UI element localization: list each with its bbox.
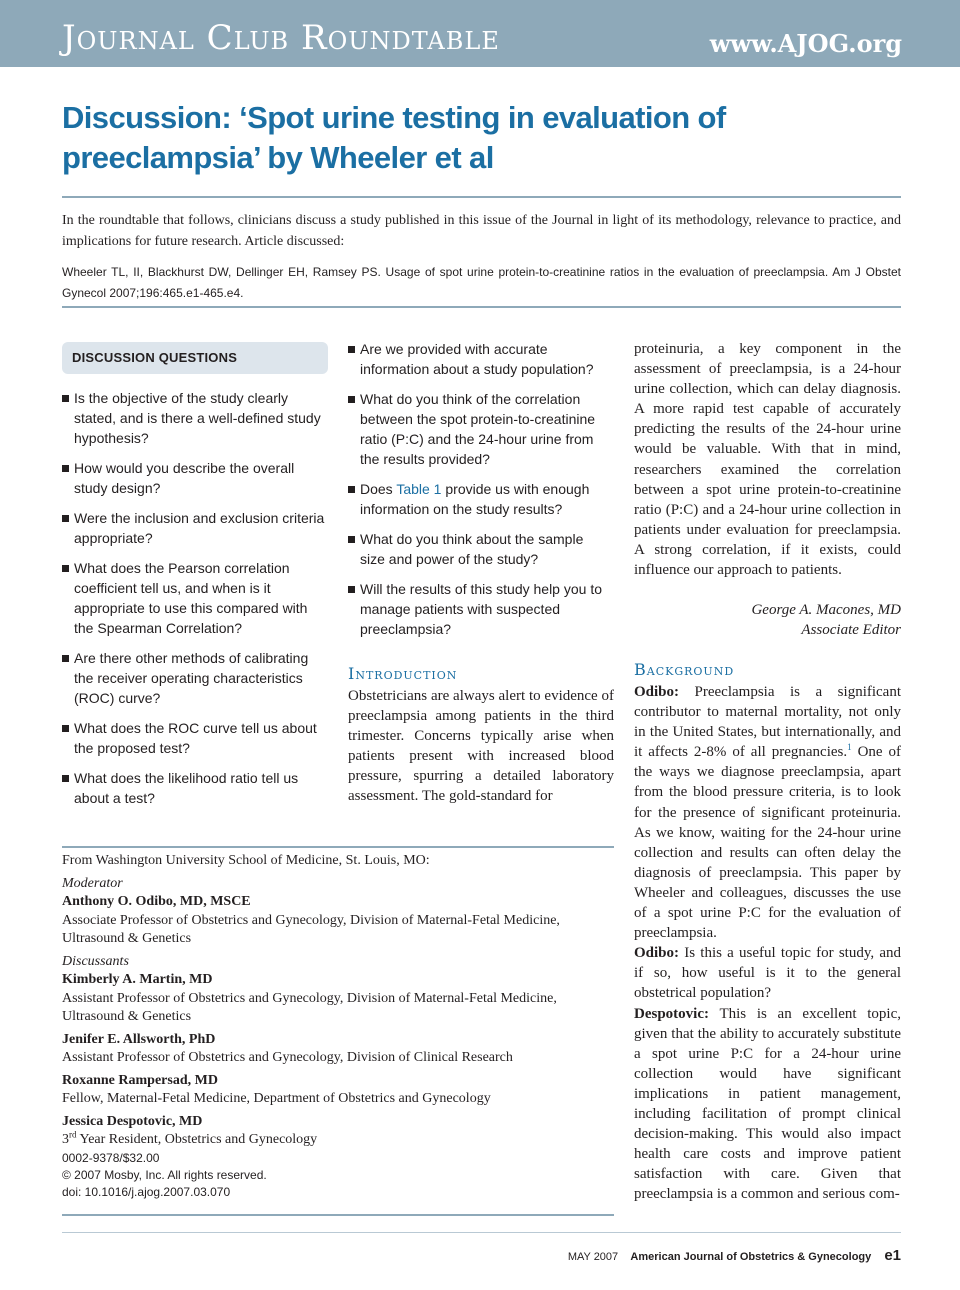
question-item: Are we provided with accurate information about a study population?	[348, 339, 606, 379]
question-item: What does the Pearson correlation coefficient tell us, and when is it appropriate to use this compared with the Spearman Correlation?	[62, 558, 326, 638]
journal-header-bar	[0, 0, 960, 67]
question-item: What do you think about the sample size and power of the study?	[348, 529, 606, 569]
introduction-continued-text: proteinuria, a key component in the assessment of preeclampsia, is a 24-hour urine collection, which can delay diagnosis. A more rapid test capable of accurately predicting the results of the 24-hour urine would be valuable. With that in mind, researchers examined the correlation between a spot urine protein-to-creatinine ratio (P:C) and a 24-hour urine collection in patients under evaluation for preeclampsia. A strong correlation, if it exists, could influence our approach to patients.	[634, 341, 901, 579]
title-divider	[62, 196, 901, 198]
page-number: e1	[884, 1247, 901, 1264]
question-item: Were the inclusion and exclusion criteria appropriate?	[62, 508, 326, 548]
discussion-questions-header	[62, 342, 328, 374]
question-item: Does Table 1 provide us with enough information on the study results?	[348, 479, 606, 519]
bullet-square-icon	[62, 465, 69, 472]
introduction-text: Obstetricians are always alert to evidence of preeclampsia among patients in the third trimester. Concerns typically arise when patients present with increased blood pressure, spurring a detailed laboratory assessment. The gold-standard for	[348, 688, 614, 805]
discussants-label: Discussants	[62, 953, 129, 969]
speaker-label: Odibo:	[634, 945, 680, 962]
doi: doi: 10.1016/j.ajog.2007.03.070	[62, 1184, 231, 1199]
affiliation-bottom-divider	[62, 1214, 614, 1216]
discussant-title: Fellow, Maternal-Fetal Medicine, Department of Obstetrics and Gynecology	[62, 1091, 491, 1106]
question-list-col2	[348, 339, 606, 649]
copyright: © 2007 Mosby, Inc. All rights reserved.	[62, 1167, 267, 1182]
intro-divider	[62, 306, 901, 308]
affiliation-divider	[62, 846, 614, 848]
institution: From Washington University School of Medicine, St. Louis, MO:	[62, 853, 430, 868]
discussant-name: Jenifer E. Allsworth, PhD	[62, 1031, 216, 1047]
bullet-square-icon	[348, 536, 355, 543]
question-item: Will the results of this study help you to manage patients with suspected preeclampsia?	[348, 579, 606, 639]
discussant-title: Assistant Professor of Obstetrics and Gynecology, Division of Maternal-Fetal Medicine, Ultrasound & Genetics	[62, 990, 557, 1024]
discussant-name: Kimberly A. Martin, MD	[62, 972, 213, 987]
introduction-heading: Introduction	[348, 664, 458, 683]
article-title: Discussion: ‘Spot urine testing in evaluation of preeclampsia’ by Wheeler et al	[62, 100, 726, 175]
editor-signature-role: Associate Editor	[801, 622, 901, 638]
discussant-title: Assistant Professor of Obstetrics and Gynecology, Division of Clinical Research	[62, 1050, 513, 1065]
bullet-square-icon	[348, 396, 355, 403]
reference-1-link[interactable]: 1	[847, 742, 852, 753]
question-item: Are there other methods of calibrating the receiver operating characteristics (ROC) curve?	[62, 648, 326, 708]
page-footer	[62, 1246, 901, 1266]
footer-divider	[62, 1232, 901, 1233]
background-heading: Background	[634, 660, 735, 679]
table-1-link[interactable]: Table 1	[396, 481, 442, 497]
bullet-square-icon	[62, 725, 69, 732]
footer-date: MAY 2007	[567, 1251, 619, 1263]
bullet-square-icon	[348, 586, 355, 593]
footer-journal: American Journal of Obstetrics & Gynecology	[630, 1251, 872, 1263]
editor-signature-name: George A. Macones, MD	[751, 602, 901, 618]
moderator-name: Anthony O. Odibo, MD, MSCE	[62, 894, 251, 909]
journal-url[interactable]: www.AJOG.org	[709, 29, 902, 58]
discussion-questions-heading: DISCUSSION QUESTIONS	[72, 350, 238, 365]
question-item: How would you describe the overall study design?	[62, 458, 326, 498]
bullet-square-icon	[62, 775, 69, 782]
journal-section-title: Journal Club Roundtable	[62, 18, 500, 58]
roundtable-intro: In the roundtable that follows, clinicians discuss a study published in this issue of the Journal in light of its methodology, relevance to practice, and implications for future research. Article discussed:	[62, 213, 901, 249]
moderator-label: Moderator	[62, 875, 123, 891]
question-item: What does the ROC curve tell us about the proposed test?	[62, 718, 326, 758]
article-citation: Wheeler TL, II, Blackhurst DW, Dellinger EH, Ramsey PS. Usage of spot urine protein-to-creatinine ratios in the evaluation of preeclampsia. Am J Obstet Gynecol 2007;196:465.e1-465.e4.	[62, 265, 901, 300]
question-item: What do you think of the correlation between the spot protein-to-creatinine ratio (P:C) and the 24-hour urine from the results provided?	[348, 389, 606, 469]
bullet-square-icon	[62, 395, 69, 402]
question-item: What does the likelihood ratio tell us about a test?	[62, 768, 326, 808]
discussant-title: 3rd Year Resident, Obstetrics and Gynecology	[62, 1129, 318, 1147]
bullet-square-icon	[62, 565, 69, 572]
bullet-square-icon	[62, 655, 69, 662]
question-item: Is the objective of the study clearly stated, and is there a well-defined study hypothesis?	[62, 388, 326, 448]
discussant-name: Roxanne Rampersad, MD	[62, 1072, 218, 1088]
background-text: Odibo: Preeclampsia is a significant contributor to maternal mortality, not only in the United States, but internationally, and it affects 2-8% of all pregnancies.$^1$ One of the ways we diagnose preeclampsia, apart from the blood pressure criteria, is to look for the presence of significant proteinuria. As we know, waiting for the 24-hour urine collection and results can often delay the diagnosis of preeclampsia. This paper by Wheeler and colleagues, discusses the use of a spot urine P:C for the evaluation of preeclampsia. Odibo: Is this a useful topic for study, and if so, how useful is it to the general obstetrical population? Despotovic: This is an excellent topic, given that the ability to accurately substitute a spot urine P:C for a 24-hour urine collection would have significant implications in patient management, including facilitation of prompt clinical decision-making. This would also impact health care costs and improve patient satisfaction with care. Given that preeclampsia is a common and serious com-	[634, 684, 902, 1203]
speaker-label: Despotovic:	[634, 1005, 709, 1022]
affiliations-block	[62, 852, 614, 1201]
speaker-label: Odibo:	[634, 684, 680, 700]
question-list-col1	[62, 388, 326, 818]
bullet-square-icon	[348, 486, 355, 493]
discussant-name: Jessica Despotovic, MD	[62, 1113, 203, 1129]
bullet-square-icon	[348, 346, 355, 353]
moderator-title: Associate Professor of Obstetrics and Gynecology, Division of Maternal-Fetal Medicine, Ultrasound & Genetics	[62, 912, 560, 946]
issn: 0002-9378/$32.00	[62, 1150, 160, 1165]
bullet-square-icon	[62, 515, 69, 522]
